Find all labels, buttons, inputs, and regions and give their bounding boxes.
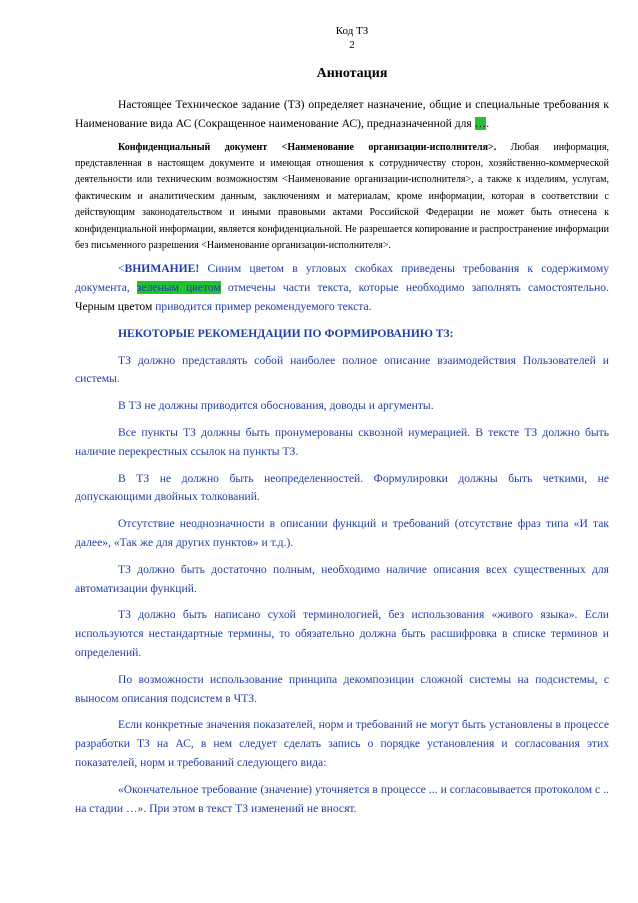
document-body <box>75 24 609 818</box>
notice-label: ВНИМАНИЕ! <box>124 262 200 276</box>
intro-end: . <box>486 116 490 130</box>
page-number: 2 <box>349 39 355 51</box>
notice-open: < <box>118 262 125 276</box>
confidential-paragraph <box>75 140 609 255</box>
notice-part1: Синим цветом в угловых скобках приведены требования к содержимому документа, <box>75 262 609 295</box>
notice-paragraph <box>75 260 609 316</box>
intro-paragraph <box>75 96 609 134</box>
confidential-text: Любая информация, представленная в настоящем документе и имеющая отношения к сотрудничеству сторон, хозяйственно-коммерческой деятельности или техническим возможностям <Наименование организации-исполнителя>, а также к изделиям, услугам, фактическим и аналитическим данным, заключениям и материалам, кроме информации, которая в соответствии с действующим законодательством и иными правовыми актами Российской Федерации не может быть отнесена к конфиденциальной информации, является конфиденциальной. Не разрешается копирование и распространение информации без письменного разрешения <Наименование организации-исполнителя>. <box>75 141 609 252</box>
notice-part2: отмечены части текста, которые необходимо заполнять самостоятельно. <box>220 281 609 295</box>
document-code: Код ТЗ <box>335 25 369 37</box>
notice-part3: приводится пример рекомендуемого текста. <box>152 300 372 314</box>
recommendation-item: Отсутствие неоднозначности в описании функций и требований (отсутствие фраз типа «И так далее», «Так же для других пунктов» и т.д.). <box>75 517 609 549</box>
intro-text: Настоящее Техническое задание (ТЗ) определяет назначение, общие и специальные требования к Наименование вида АС (Сокращенное наименование АС), предназначенной для <box>75 98 609 130</box>
recommendation-item: ТЗ должно быть достаточно полным, необходимо наличие описания всех существенных для автоматизации функций. <box>75 562 609 595</box>
recommendations-heading: НЕКОТОРЫЕ РЕКОМЕНДАЦИИ ПО ФОРМИРОВАНИЮ ТЗ: <box>118 326 454 340</box>
notice-green-words: зеленым цветом <box>136 281 221 295</box>
recommendation-item: Все пункты ТЗ должны быть пронумерованы сквозной нумерацией. В тексте ТЗ должно быть наличие перекрестных ссылок на пункты ТЗ. <box>75 426 609 458</box>
recommendation-item: В ТЗ не должны приводится обоснования, доводы и аргументы. <box>118 399 434 413</box>
recommendation-item: По возможности использование принципа декомпозиции сложной системы на подсистемы, с выносом описания подсистем в ЧТЗ. <box>75 672 609 705</box>
notice-black-words: Черным цветом <box>75 300 153 314</box>
recommendation-item: «Окончательное требование (значение) уточняется в процессе ... и согласовывается протоколом с .. на стадии …». При этом в текст ТЗ изменений не вносят. <box>75 782 609 815</box>
confidential-label: Конфиденциальный документ <Наименование организации-исполнителя>. <box>118 141 497 153</box>
recommendation-item: В ТЗ не должно быть неопределенностей. Формулировки должны быть четкими, не допускающими двойных толкований. <box>75 471 609 504</box>
recommendation-item: ТЗ должно быть написано сухой терминологией, без использования «живого языка». Если используются нестандартные термины, то обязательно должна быть расшифровка в списке терминов и определений. <box>75 608 609 659</box>
intro-placeholder-highlight: … <box>474 116 487 130</box>
recommendation-item: ТЗ должно представлять собой наиболее полное описание взаимодействия Пользователей и системы. <box>75 353 609 386</box>
recommendation-item: Если конкретные значения показателей, норм и требований не могут быть установлены в процессе разработки ТЗ на АС, в нем следует сделать запись о порядке установления и согласования этих показателей, норм и требований следующего вида: <box>75 718 609 769</box>
page-title: Аннотация <box>316 66 388 81</box>
